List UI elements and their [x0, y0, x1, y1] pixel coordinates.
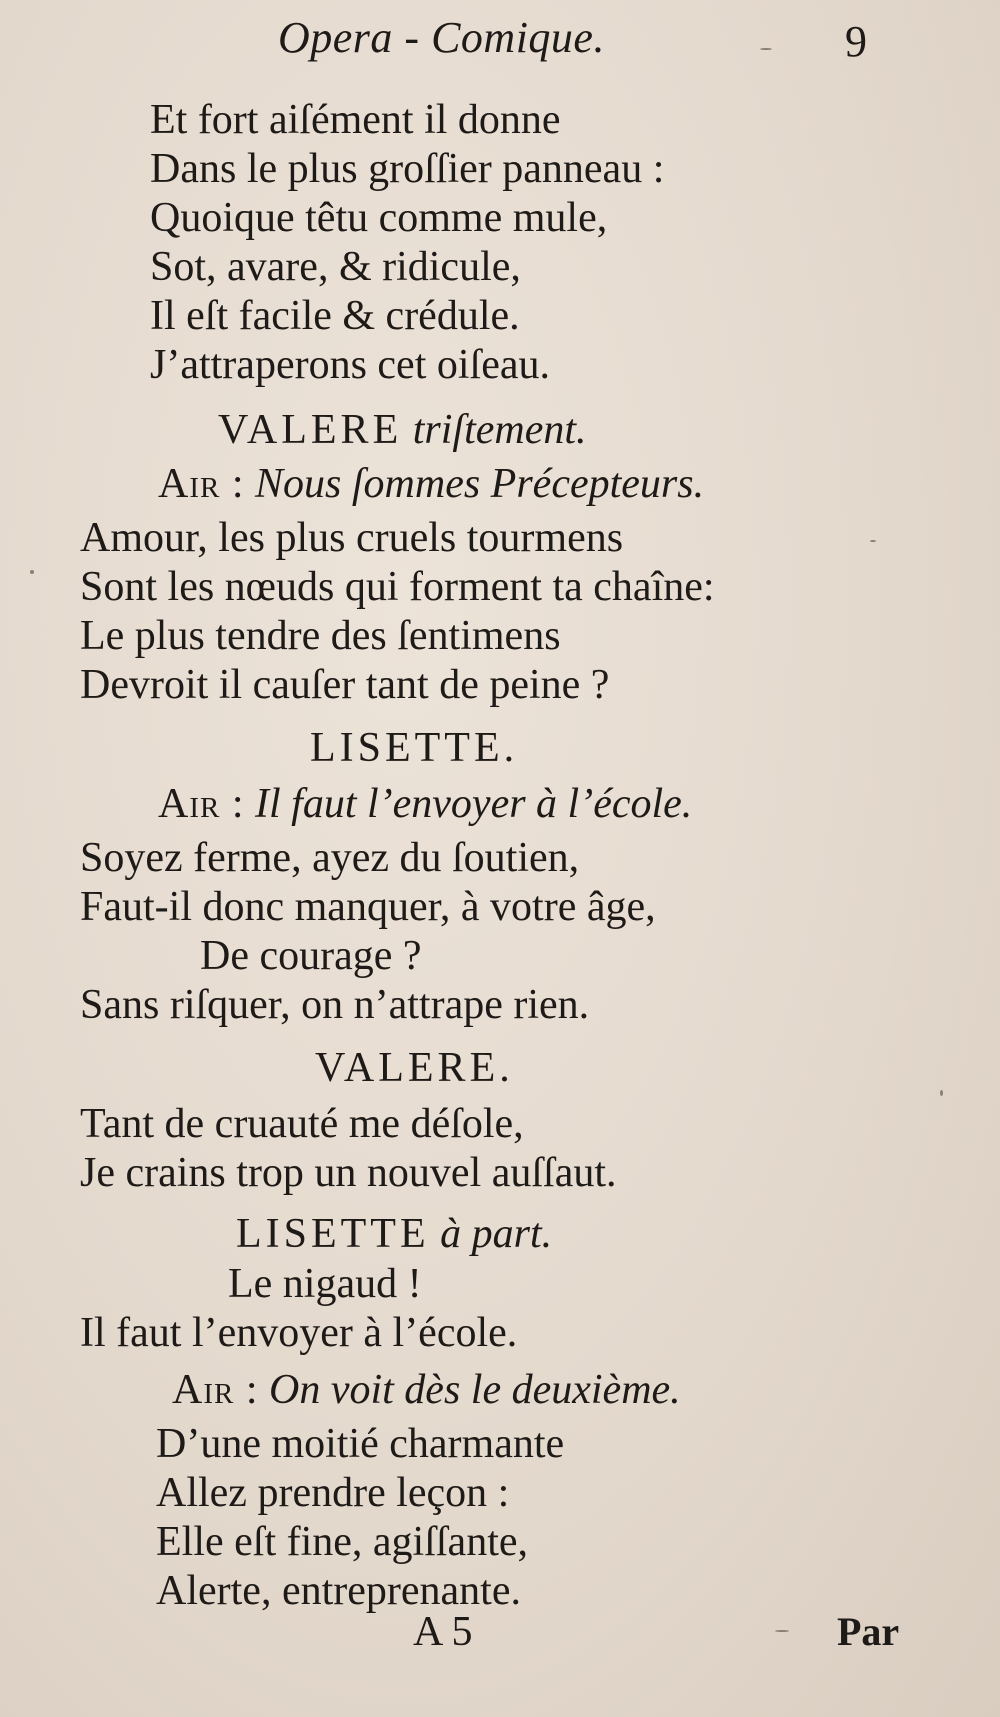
verse-line: Faut-il donc manquer, à votre âge,	[80, 884, 656, 930]
air-label: Air :	[172, 1367, 259, 1413]
verse-line: Allez prendre leçon :	[156, 1470, 510, 1516]
running-head	[0, 8, 1000, 68]
verse-line: Amour, les plus cruels tourmens	[80, 515, 624, 561]
verse-line: Devroit il cauſer tant de peine ?	[80, 662, 610, 708]
air-tune: On voit dès le deuxième.	[269, 1367, 681, 1413]
verse-line: Alerte, entreprenante.	[156, 1568, 521, 1614]
catchword: Par	[837, 1609, 900, 1654]
signature-mark: A 5	[413, 1609, 473, 1655]
speaker-name: LISETTE	[236, 1211, 430, 1257]
verse-line: Le plus tendre des ſentimens	[80, 613, 561, 659]
speaker-name: LISETTE.	[310, 725, 519, 771]
speaker-heading	[218, 406, 587, 454]
paper-speck	[30, 570, 34, 574]
verse-line: Quoique têtu comme mule,	[150, 195, 608, 241]
speaker-heading	[236, 1210, 552, 1258]
verse-line: J’attraperons cet oiſeau.	[150, 342, 550, 388]
air-tune: Nous ſommes Précepteurs.	[255, 461, 705, 507]
running-title: Opera - Comique.	[278, 13, 605, 62]
verse-line: De courage ?	[200, 933, 422, 979]
speaker-heading	[315, 1044, 514, 1092]
speaker-name: VALERE	[218, 407, 403, 453]
air-heading	[172, 1366, 681, 1414]
verse-line: Sans riſquer, on n’attrape rien.	[80, 982, 590, 1028]
speaker-heading	[310, 724, 518, 772]
verse-line: Il faut l’envoyer à l’école.	[80, 1310, 518, 1356]
paper-speck	[870, 540, 876, 542]
air-label: Air :	[158, 781, 245, 827]
paper-speck	[940, 1090, 943, 1096]
verse-line: Sont les nœuds qui forment ta chaîne:	[80, 564, 715, 610]
stage-direction: à part.	[440, 1211, 553, 1257]
verse-line: Tant de cruauté me déſole,	[80, 1101, 524, 1147]
verse-line: Il eſt facile & crédule.	[150, 293, 520, 339]
air-heading	[158, 460, 704, 508]
stage-direction: triſtement.	[412, 407, 587, 453]
verse-line: Soyez ferme, ayez du ſoutien,	[80, 835, 580, 881]
verse-line: Dans le plus groſſier panneau :	[150, 146, 665, 192]
speaker-name: VALERE.	[315, 1045, 514, 1091]
verse-line: Elle eſt fine, agiſſante,	[156, 1519, 529, 1565]
air-label: Air :	[158, 461, 245, 507]
air-heading	[158, 780, 692, 828]
page-number: 9	[845, 17, 867, 66]
verse-line: Je crains trop un nouvel auſſaut.	[80, 1150, 617, 1196]
verse-line: Et fort aiſément il donne	[150, 97, 561, 143]
paper-speck	[775, 1630, 789, 1632]
air-tune: Il faut l’envoyer à l’école.	[255, 781, 693, 827]
verse-line: D’une moitié charmante	[156, 1421, 565, 1467]
paper-speck	[760, 48, 772, 50]
verse-line: Le nigaud !	[228, 1261, 422, 1307]
verse-line: Sot, avare, & ridicule,	[150, 244, 521, 290]
